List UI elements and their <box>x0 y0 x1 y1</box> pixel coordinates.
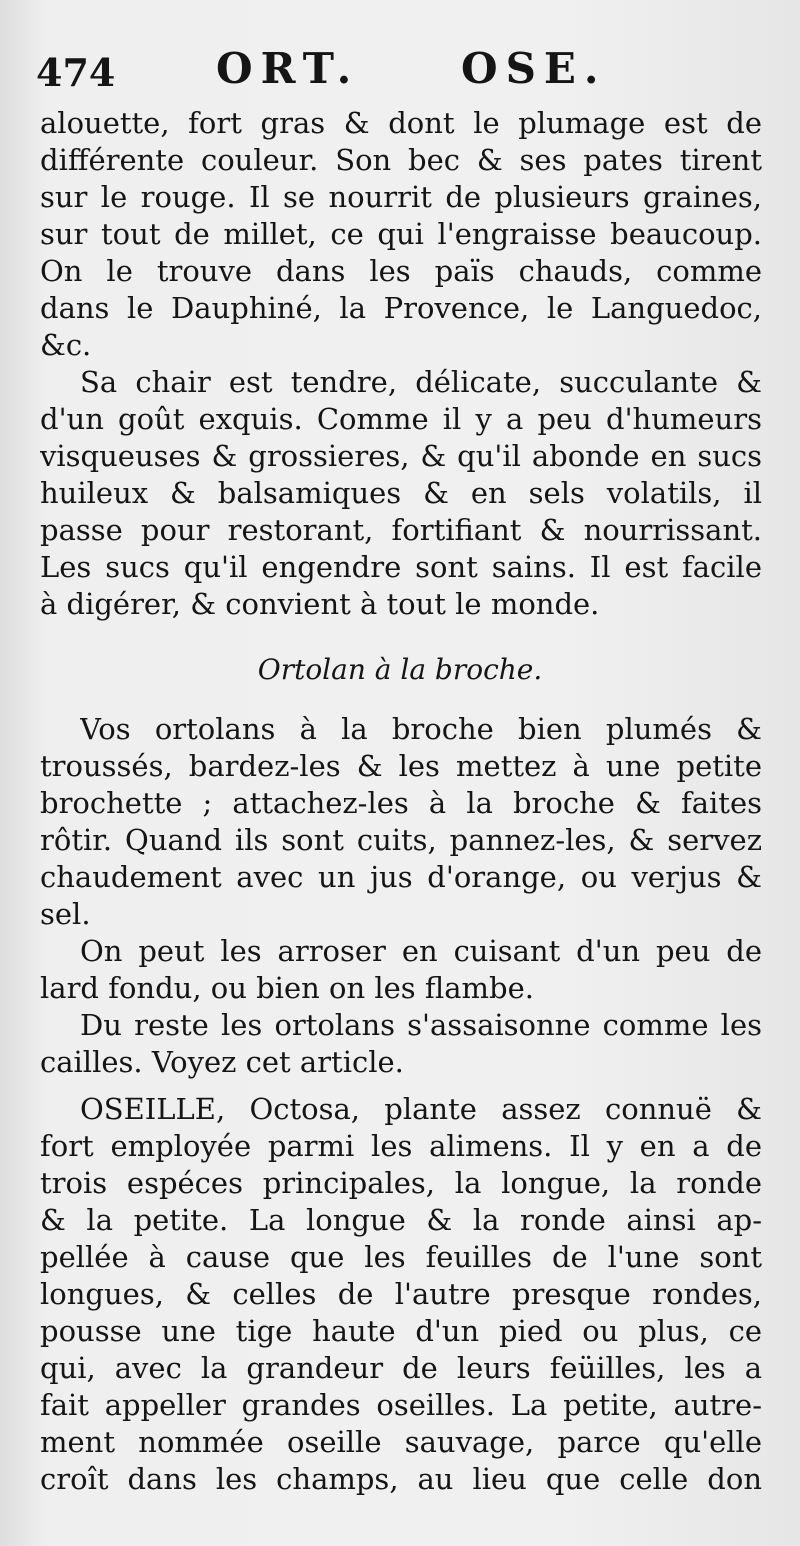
running-head-left: ORT. <box>216 44 360 93</box>
text-line: cailles. Voyez cet article. <box>40 1045 404 1079</box>
section-heading: Ortolan à la broche. <box>257 653 543 686</box>
text-line: fort employée parmi les alimens. Il y en a de <box>40 1129 762 1163</box>
text-line: sur tout de millet, ce qui l'engraisse beaucoup. <box>40 217 762 251</box>
text-line: visqueuses & grossieres, & qu'il abonde en sucs <box>40 439 762 473</box>
text-line: Vos ortolans à la broche bien plumés & <box>80 712 762 746</box>
text-line: sel. <box>40 897 91 931</box>
text-line: &c. <box>40 328 92 362</box>
text-line: longues, & celles de l'autre presque rondes, <box>40 1277 762 1311</box>
page-header <box>36 44 760 100</box>
text-line: ment nommée oseille sauvage, parce qu'elle <box>40 1425 762 1459</box>
text-line: pousse une tige haute d'un pied ou plus, ce <box>40 1314 762 1348</box>
text-line: sur le rouge. Il se nourrit de plusieurs graines, <box>40 180 762 214</box>
text-line: chaudement avec un jus d'orange, ou verjus & <box>40 860 762 894</box>
text-line: passe pour restorant, fortifiant & nourrissant. <box>40 513 762 547</box>
text-line: pellée à cause que les feuilles de l'une sont <box>40 1240 762 1274</box>
text-line: alouette, fort gras & dont le plumage est de <box>40 106 762 140</box>
text-line: On le trouve dans les païs chauds, comme <box>40 254 762 288</box>
text-line: fait appeller grandes oseilles. La petite, autre- <box>40 1388 762 1422</box>
text-line: d'un goût exquis. Comme il y a peu d'humeurs <box>40 402 762 436</box>
text-line: OSEILLE, Octosa, plante assez connuë & <box>80 1092 762 1126</box>
text-line: Les sucs qu'il engendre sont sains. Il est facile <box>40 550 762 584</box>
text-line: On peut les arroser en cuisant d'un peu de <box>80 934 762 968</box>
running-head-right: OSE. <box>461 44 607 93</box>
text-line: trois espéces principales, la longue, la ronde <box>40 1166 762 1200</box>
text-line: troussés, bardez-les & les mettez à une petite <box>40 749 762 783</box>
text-line: lard fondu, ou bien on les flambe. <box>40 971 534 1005</box>
text-line: Sa chair est tendre, délicate, succulante & <box>80 365 762 399</box>
text-line: huileux & balsamiques & en sels volatils, il <box>40 476 762 510</box>
text-line: croît dans les champs, au lieu que celle don <box>40 1462 762 1496</box>
text-line: & la petite. La longue & la ronde ainsi ap- <box>40 1203 762 1237</box>
page-number: 474 <box>36 50 116 95</box>
text-line: Du reste les ortolans s'assaisonne comme les <box>80 1008 762 1042</box>
text-line: brochette ; attachez-les à la broche & faites <box>40 786 762 820</box>
text-line: qui, avec la grandeur de leurs feüilles, les a <box>40 1351 762 1385</box>
text-line: à digérer, & convient à tout le monde. <box>40 587 600 621</box>
text-line: différente couleur. Son bec & ses pates tirent <box>40 143 762 177</box>
text-line: dans le Dauphiné, la Provence, le Languedoc, <box>40 291 762 325</box>
text-line: rôtir. Quand ils sont cuits, pannez-les, & servez <box>40 823 762 857</box>
